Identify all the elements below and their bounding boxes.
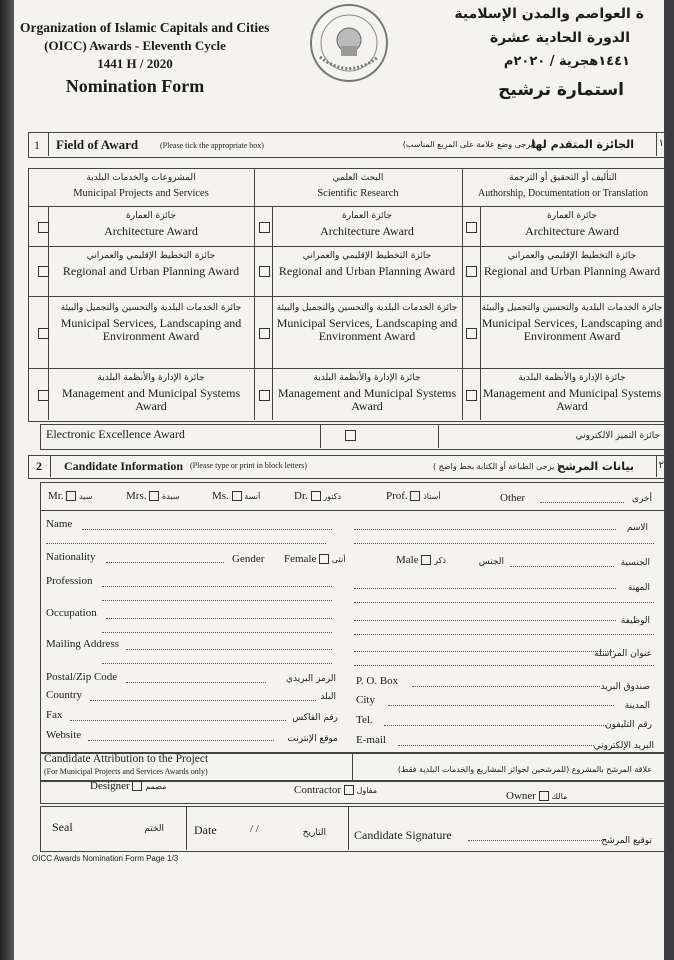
name-field-line2[interactable] [46,543,326,544]
fax-field[interactable] [70,720,286,721]
profession-field-ar-line2[interactable] [354,602,654,603]
gender-label-ar: الجنس [478,557,504,567]
seal-label: Seal [52,820,73,834]
checkbox-research-services[interactable] [259,328,270,339]
name-field-ar[interactable] [354,529,616,530]
website-field[interactable] [88,740,274,741]
electronic-award-label: Electronic Excellence Award [46,427,185,441]
occupation-field[interactable] [106,618,332,619]
profession-field-line2[interactable] [102,600,332,601]
mailing-address-field-ar[interactable] [354,651,614,652]
mailing-address-field-ar-line2[interactable] [354,665,654,666]
candidate-signature-field[interactable] [468,840,604,841]
occupation-field-line2[interactable] [102,632,332,633]
country-field[interactable] [90,700,316,701]
nationality-field[interactable] [106,562,224,563]
section1-number-ar: ١ [658,138,664,149]
year-label: 1441 H / 2020 [97,56,173,71]
name-label-ar: الاسم [626,523,648,533]
award-management-systems: جائزة الإدارة والأنظمة البلدية Management and Municipal Systems Award [277,373,457,413]
title-other-field[interactable] [540,502,624,503]
name-field[interactable] [82,529,332,530]
checkbox-research-management[interactable] [259,390,270,401]
title-option-ms[interactable]: Ms. آنسة [212,490,261,502]
city-label: City [356,694,375,706]
electronic-award-label-ar: جائزة التميز الالكتروني [575,431,660,441]
section2-number-ar: ٢ [658,460,664,471]
ar-org-name: ة العواصم والمدن الإسلامية [454,6,644,22]
org-name: Organization of Islamic Capitals and Cities [20,20,270,35]
title-option-dr[interactable]: Dr. دكتور [294,490,342,502]
title-other-label-ar: أخرى [631,494,652,504]
profession-field[interactable] [102,586,332,587]
checkbox-authorship-planning[interactable] [466,266,477,277]
country-label: Country [46,689,83,701]
award-municipal-services: جائزة الخدمات البلدية والتحسين والتجميل والبيئة Municipal Services, Landscaping and Environment Award [481,303,663,343]
attribution-designer-option[interactable]: Designer مصمم [90,780,167,792]
gender-label: Gender [232,553,265,565]
attribution-owner-option[interactable]: Owner مالك [506,790,568,802]
nationality-label: Nationality [46,551,96,563]
mailing-address-label-ar: عنوان المراسلة [594,649,652,659]
award-management-systems: جائزة الإدارة والأنظمة البلدية Management and Municipal Systems Award [61,373,241,413]
title-option-mrs[interactable]: Mrs. سيدة [126,490,180,502]
section1-title-ar: الجائزة المتقدم لها [531,138,634,151]
candidate-signature-label-ar: توقيع المرشح [601,836,652,846]
title-option-prof[interactable]: Prof. أستاذ [386,490,441,502]
checkbox-authorship-services[interactable] [466,328,477,339]
postal-code-label: Postal/Zip Code [46,671,118,683]
gender-male-option[interactable]: Male ذكر [396,554,446,566]
fax-label: Fax [46,709,63,721]
award-municipal-services: جائزة الخدمات البلدية والتحسين والتجميل والبيئة Municipal Services, Landscaping and Environment Award [276,303,458,343]
mailing-address-field[interactable] [126,649,332,650]
postal-code-field[interactable] [126,682,266,683]
awards-cycle: (OICC) Awards - Eleventh Cycle [44,38,226,53]
website-label: Website [46,729,82,741]
country-label-ar: البلد [320,692,336,702]
ar-cycle: الدورة الحادية عشرة [489,30,630,46]
occupation-field-ar-line2[interactable] [354,634,654,635]
candidate-signature-label: Candidate Signature [354,828,452,842]
profession-label: Profession [46,575,93,587]
occupation-field-ar[interactable] [354,620,616,621]
tel-label: Tel. [356,714,373,726]
section1-note: (Please tick the appropriate box) [160,141,264,150]
ar-year: ١٤٤١هجرية / ٢٠٢٠م [503,54,630,69]
po-box-label-ar: صندوق البريد [600,682,650,692]
checkbox-research-planning[interactable] [259,266,270,277]
award-regional-urban-planning: جائزة التخطيط الإقليمي والعمراني Regional and Urban Planning Award [278,251,456,278]
award-architecture: جائزة العمارة Architecture Award [525,211,619,238]
nationality-field-ar[interactable] [510,566,614,567]
city-field[interactable] [388,705,614,706]
attribution-note: (For Municipal Projects and Services Awards only) [44,767,208,776]
section2-note: (Please type or print in block letters) [190,461,307,470]
oicc-seal-logo [308,2,390,84]
profession-label-ar: المهنة [627,583,650,593]
attribution-label-ar: علاقة المرشح بالمشروع (للمرشحين لجوائز المشاريع والخدمات البلدية فقط) [397,765,652,774]
award-municipal-services: جائزة الخدمات البلدية والتحسين والتجميل والبيئة Municipal Services, Landscaping and Environment Award [60,303,242,343]
award-management-systems: جائزة الإدارة والأنظمة البلدية Management and Municipal Systems Award [482,373,662,413]
column-municipal-projects: المشروعات والخدمات البلدية Municipal Projects and Services [73,173,209,199]
date-label-ar: التاريخ [302,828,326,838]
email-label-ar: البريد الإلكتروني [593,741,654,751]
mailing-address-label: Mailing Address [46,638,120,650]
award-regional-urban-planning: جائزة التخطيط الإقليمي والعمراني Regional and Urban Planning Award [483,251,661,278]
signature-row [40,806,666,852]
nomination-form-page [14,0,664,960]
column-authorship: التأليف أو التحقيق أو الترجمة Authorship, Documentation or Translation [478,173,648,199]
occupation-label-ar: الوظيفة [620,616,650,626]
page-shadow-edge [0,0,14,960]
title-option-mr[interactable]: Mr. سيد [48,490,93,502]
city-label-ar: المدينة [624,701,650,711]
po-box-label: P. O. Box [356,675,399,687]
section1-title: Field of Award [56,137,139,152]
gender-female-option[interactable]: Female أنثى [284,553,346,565]
website-label-ar: موقع الإنترنت [287,734,338,744]
checkbox-authorship-architecture[interactable] [466,222,477,233]
section2-note-ar: ( يرجى الطباعة أو الكتابة بخط واضح ) [433,462,560,471]
award-architecture: جائزة العمارة Architecture Award [104,211,198,238]
award-architecture: جائزة العمارة Architecture Award [320,211,414,238]
profession-field-ar[interactable] [354,588,616,589]
column-scientific-research: البحث العلمي Scientific Research [317,173,399,199]
section2-title: Candidate Information [64,459,184,473]
email-label: E-mail [356,734,386,746]
ar-form-title: استمارة ترشيح [498,80,624,100]
occupation-label: Occupation [46,607,97,619]
award-regional-urban-planning: جائزة التخطيط الإقليمي والعمراني Regional and Urban Planning Award [62,251,240,278]
email-field[interactable] [398,745,594,746]
postal-code-label-ar: الرمز البريدي [285,674,336,684]
date-label: Date [194,823,217,837]
checkbox-electronic-award[interactable] [345,430,356,441]
section2-title-ar: بيانات المرشح [557,460,634,473]
page-footer: OICC Awards Nomination Form Page 1/3 [32,854,179,863]
name-label: Name [46,518,73,530]
po-box-field[interactable] [412,686,600,687]
section2-number: 2 [36,459,42,473]
date-field[interactable]: / / [250,823,259,835]
form-title: Nomination Form [65,76,205,96]
attribution-label: Candidate Attribution to the Project [44,753,209,765]
nationality-label-ar: الجنسية [620,558,650,568]
checkbox-research-architecture[interactable] [259,222,270,233]
fax-label-ar: رقم الفاكس [292,713,338,723]
tel-label-ar: رقم التليفون [605,720,652,730]
checkbox-authorship-management[interactable] [466,390,477,401]
section1-number: 1 [34,138,40,152]
attribution-contractor-option[interactable]: Contractor مقاول [294,784,377,796]
seal-label-ar: الختم [144,824,164,834]
tel-field[interactable] [384,725,606,726]
mailing-address-field-line2[interactable] [102,663,332,664]
name-field-ar-line2[interactable] [354,543,654,544]
section1-note-ar: (يرجى وضع علامة على المربع المناسب) [402,140,536,149]
title-other-label: Other [500,492,526,504]
